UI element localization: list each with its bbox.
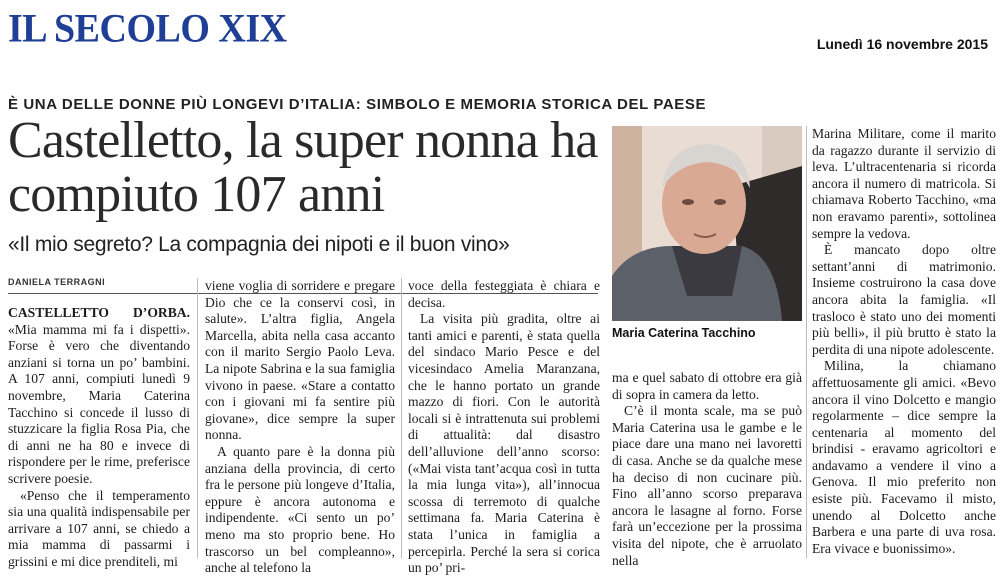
column-divider (197, 278, 198, 558)
paragraph: Milina, la chiamano affettuosamente gli amici. «Bevo ancora il vino Dolcetto e mangio regolarmente – dice sempre la centenaria al momento del brindisi - eravamo agricoltori e andavamo a vendere il vino a Genova. Il mio preferito non esiste più. Facevamo il misto, unendo al Dolcetto anche Barbera e una parte di uva rosa. Era vivace e buonissimo». (812, 358, 996, 556)
article-column-5 (812, 126, 996, 558)
paragraph: voce della festeggiata è chiara e decisa. (408, 278, 600, 310)
article-subhead: «Il mio segreto? La compagnia dei nipoti e il buon vino» (8, 233, 510, 256)
article-column-2 (205, 278, 395, 576)
newspaper-masthead: IL SECOLO XIX (8, 7, 287, 52)
article-column-4 (612, 370, 802, 568)
paragraph: «Mia mamma mi fa i dispetti». Forse è vero che diventando anziani si torna un po’ bambini. A 107 anni, compiuti lunedì 9 novembre, Maria Caterina Tacchino si concede il lusso di stuzzicare la figlia Rosa Pia, che di anni ne ha 80 e invece di rispondere per le rime, preferisce scrivere poesie. (8, 321, 190, 486)
column-divider (806, 126, 807, 558)
paragraph: C’è il monta scale, ma se può Maria Caterina usa le gambe e le piace dare una mano nei lavoretti di casa. Anche se da qualche mese ha deciso di non cucinare più. Fino all’anno scorso preparava ancora le lasagne al forno. Forse farà un’eccezione per la prossima visita del nipote, che è arruolato nella (612, 403, 802, 568)
article-column-1 (8, 305, 190, 569)
paragraph: «Penso che il temperamento sia una qualità indispensabile per arrivare a 107 anni, se chiedo a mia mamma di passarmi i grissini e mi dice prenditeli, mi (8, 487, 190, 569)
column-divider (401, 278, 402, 558)
paragraph: A quanto pare è la donna più anziana della provincia, di certo fra le persone più longeve d’Italia, eppure è ancora autonoma e indipendente. «Ci sento un po’ meno ma sto proprio bene. Ho trascorso un bel compleanno», anche al telefono la (205, 443, 395, 576)
paragraph: È mancato dopo oltre settant’anni di matrimonio. Insieme costruirono la casa dove ancora abita la famiglia. «Il trasloco è stato uno dei momenti più belli», il più brutto è stato la perdita di una nipote adolescente. (812, 242, 996, 357)
portrait-illustration (612, 126, 802, 321)
article-byline: DANIELA TERRAGNI (8, 277, 106, 287)
paragraph: ma e quel sabato di ottobre era già di sopra in camera da letto. (612, 370, 802, 402)
article-headline: Castelletto, la super nonna ha compiuto 107 anni (8, 112, 598, 223)
issue-date: Lunedì 16 novembre 2015 (816, 36, 988, 52)
article-column-3 (408, 278, 600, 576)
paragraph: viene voglia di sorridere e pregare Dio che ce la conservi così, in salute». L’altra figlia, Angela Marcella, abita nella casa accanto con il marito Sergio Paolo Leva. La nipote Sabrina e la sua famiglia vivono in paese. «Stare a contatto con i giovani mi fa sentire più giovane», dice sempre la super nonna. (205, 278, 395, 443)
dateline: CASTELLETTO D’ORBA. (8, 305, 190, 320)
paragraph: Marina Militare, come il marito da ragazzo durante il servizio di leva. L’ultracentenaria si ricorda ancora il numero di matricola. Si chiamava Roberto Tacchino, «ma non eravamo parenti», sottolinea sempre la vedova. (812, 126, 996, 241)
article-kicker: È UNA DELLE DONNE PIÙ LONGEVI D’ITALIA: SIMBOLO E MEMORIA STORICA DEL PAESE (8, 96, 707, 113)
photo-caption: Maria Caterina Tacchino (612, 326, 756, 340)
paragraph: La visita più gradita, oltre ai tanti amici e parenti, è stata quella del sindaco Mario Pesce e del vicesindaco Amelia Maranzana, che le hanno portato un grande mazzo di fiori. Con le autorità locali si è intrattenuta sui problemi di attualità: dal disastro dell’alluvione dell’anno scorso: («Mai vista tant’acqua così in tutta la mia lunga vita»), all’innocua scossa di terremoto di qualche settimana fa. Maria Caterina è stata l’unica in famiglia a percepirla. Perché la sera si corica un po’ pri- (408, 311, 600, 576)
portrait-photo (612, 126, 802, 321)
